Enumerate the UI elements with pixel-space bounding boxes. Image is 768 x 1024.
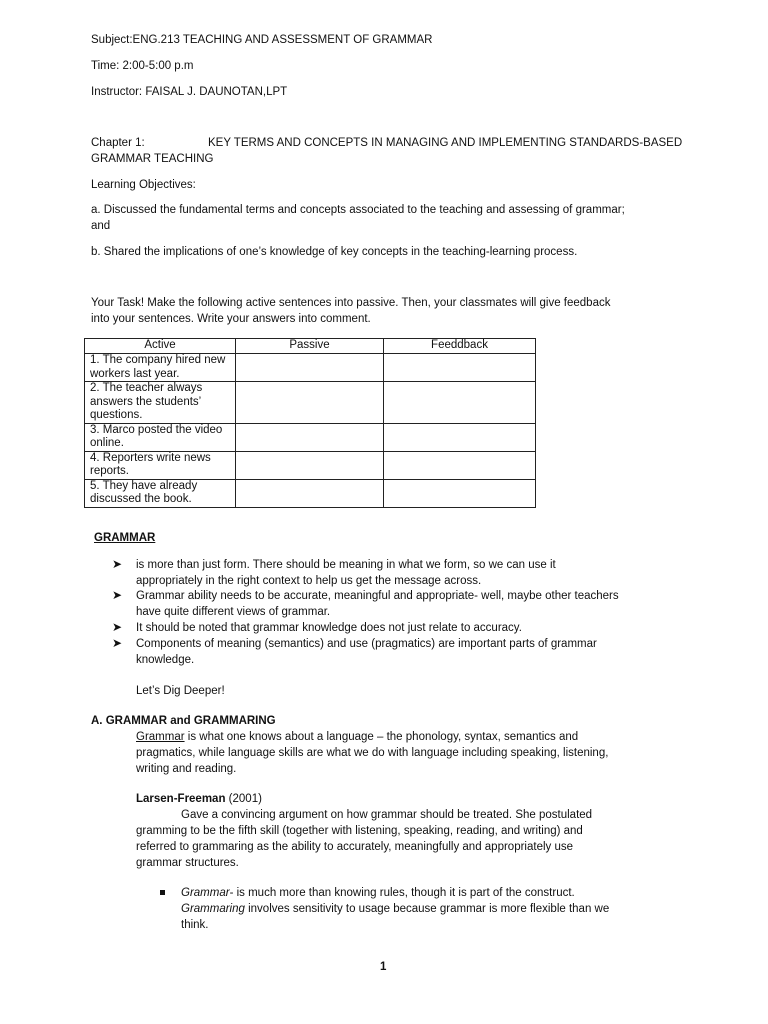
square-bullet-line3: think. [181, 919, 209, 931]
grammar-bullet1-line2: appropriately in the right context to help us get the message across. [136, 575, 482, 587]
section-a-p2-line3: referred to grammaring as the ability to accurately, meaningfully and appropriately use [136, 841, 574, 853]
section-a-p1-line2: pragmatics, while language skills are what we do with language including speaking, listening, [136, 747, 609, 759]
table-row [85, 479, 536, 507]
passive-cell[interactable] [236, 423, 384, 451]
grammaring-italic-term: Grammaring [181, 903, 245, 915]
section-a-p2-line1: Gave a convincing argument on how grammar should be treated. She postulated [181, 809, 593, 821]
objectives-heading: Learning Objectives: [91, 179, 196, 191]
answer-table [84, 338, 536, 508]
active-sentence: 5. They have already discussed the book. [85, 479, 236, 507]
grammar-bullet3-line1: It should be noted that grammar knowledge does not just relate to accuracy. [136, 622, 522, 634]
header-feedback: Feeddback [384, 339, 536, 354]
square-bullet-line2-text: involves sensitivity to usage because grammar is more flexible than we [244, 903, 610, 915]
section-a-p1-line1-text: is what one knows about a language – the phonology, syntax, semantics and [184, 731, 579, 743]
square-bullet-line1 [181, 885, 575, 901]
square-bullet-line1-text: - is much more than knowing rules, though it is part of the construct. [229, 887, 575, 899]
citation [136, 791, 262, 807]
active-sentence: 3. Marco posted the video online. [85, 423, 236, 451]
task-line1: Your Task! Make the following active sentences into passive. Then, your classmates will give feedback [91, 297, 611, 309]
grammar-italic-term: Grammar [181, 887, 230, 899]
active-sentence: 2. The teacher always answers the students’ questions. [85, 382, 236, 424]
task-line2: into your sentences. Write your answers into comment. [91, 313, 371, 325]
table-row [85, 451, 536, 479]
objective-b-line1: b. Shared the implications of one’s knowledge of key concepts in the teaching-learning process. [91, 246, 578, 258]
table-row [85, 354, 536, 382]
chapter-title-line1: KEY TERMS AND CONCEPTS IN MANAGING AND IMPLEMENTING STANDARDS-BASED [208, 137, 683, 149]
subject-line: Subject:ENG.213 TEACHING AND ASSESSMENT OF GRAMMAR [91, 34, 433, 46]
citation-year: (2001) [225, 793, 262, 805]
active-sentence: 4. Reporters write news reports. [85, 451, 236, 479]
arrow-bullet-icon: ➤ [112, 557, 123, 571]
square-bullet-icon [160, 890, 165, 895]
feedback-cell[interactable] [384, 451, 536, 479]
table-row [85, 423, 536, 451]
grammar-bullet1-line1: is more than just form. There should be meaning in what we form, so we can use it [136, 559, 556, 571]
header-passive: Passive [236, 339, 384, 354]
section-a-p2-line4: grammar structures. [136, 857, 239, 869]
author-name: Larsen-Freeman [136, 793, 226, 805]
passive-cell[interactable] [236, 354, 384, 382]
arrow-bullet-icon: ➤ [112, 620, 123, 634]
dig-deeper: Let’s Dig Deeper! [136, 685, 225, 697]
time-line: Time: 2:00-5:00 p.m [91, 60, 194, 72]
arrow-bullet-icon: ➤ [112, 588, 123, 602]
grammar-term: Grammar [136, 731, 185, 743]
instructor-line: Instructor: FAISAL J. DAUNOTAN,LPT [91, 86, 288, 98]
section-a-p1-line3: writing and reading. [136, 763, 237, 775]
passive-cell[interactable] [236, 479, 384, 507]
grammar-bullet4-line2: knowledge. [136, 654, 195, 666]
page-number: 1 [380, 961, 387, 973]
table-row [85, 382, 536, 424]
objective-a-line1: a. Discussed the fundamental terms and concepts associated to the teaching and assessing of grammar; [91, 204, 625, 216]
section-a-p1-line1 [136, 729, 578, 745]
active-sentence: 1. The company hired new workers last year. [85, 354, 236, 382]
passive-cell[interactable] [236, 382, 384, 424]
chapter-label: Chapter 1: [91, 137, 145, 149]
feedback-cell[interactable] [384, 423, 536, 451]
objective-a-line2: and [91, 220, 111, 232]
grammar-bullet2-line1: Grammar ability needs to be accurate, meaningful and appropriate- well, maybe other teachers [136, 590, 619, 602]
passive-cell[interactable] [236, 451, 384, 479]
header-active: Active [85, 339, 236, 354]
feedback-cell[interactable] [384, 479, 536, 507]
grammar-bullet2-line2: have quite different views of grammar. [136, 606, 331, 618]
grammar-heading: GRAMMAR [94, 532, 156, 544]
square-bullet-line2 [181, 901, 609, 917]
feedback-cell[interactable] [384, 354, 536, 382]
section-a-p2-line2: gramming to be the fifth skill (together with listening, speaking, reading, and writing) and [136, 825, 583, 837]
feedback-cell[interactable] [384, 382, 536, 424]
grammar-bullet4-line1: Components of meaning (semantics) and use (pragmatics) are important parts of grammar [136, 638, 597, 650]
section-a-heading: A. GRAMMAR and GRAMMARING [91, 715, 276, 727]
arrow-bullet-icon: ➤ [112, 636, 123, 650]
chapter-title-line2: GRAMMAR TEACHING [91, 153, 214, 165]
table-header-row [85, 339, 536, 354]
